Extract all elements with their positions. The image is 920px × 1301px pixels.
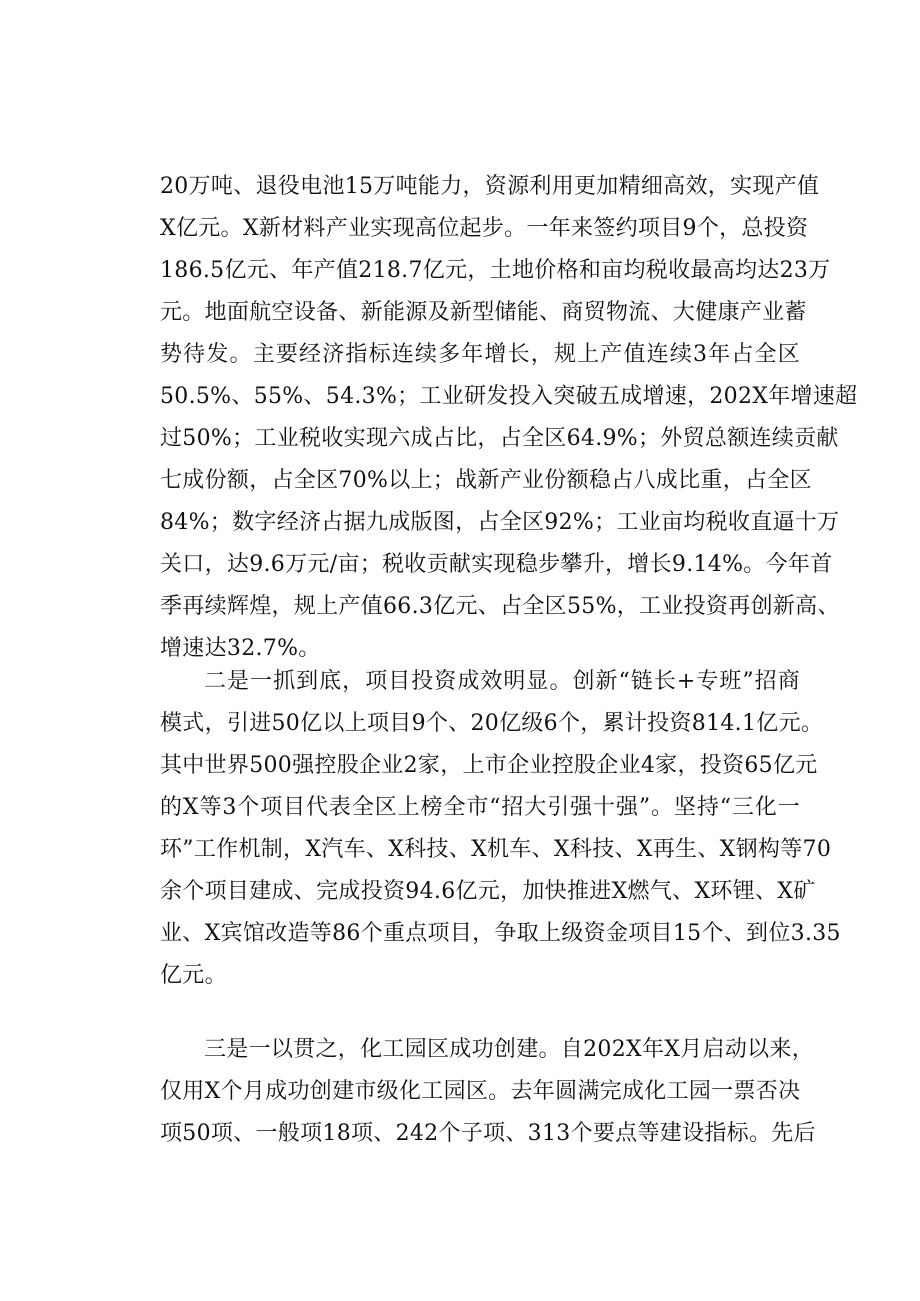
text-line: 20万吨、退役电池15万吨能力，资源利用更加精细高效，实现产值 — [160, 174, 820, 199]
paragraph-industry-output — [160, 166, 858, 670]
text-line: 势待发。主要经济指标连续多年增长，规上产值连续3年占全区 — [160, 342, 800, 367]
text-line: 二是一抓到底，项目投资成效明显。创新“链长+专班”招商 — [204, 669, 800, 694]
text-line: 186.5亿元、年产值218.7亿元，土地价格和亩均税收最高均达23万 — [160, 258, 831, 283]
text-line: 三是一以贯之，化工园区成功创建。自202X年X月启动以来， — [204, 1037, 815, 1062]
text-line: 其中世界500强控股企业2家，上市企业控股企业4家，投资65亿元 — [160, 753, 818, 778]
paragraph-project-investment — [160, 661, 841, 997]
text-line: 余个项目建成、完成投资94.6亿元，加快推进X燃气、X环锂、X矿 — [160, 879, 816, 904]
text-line: 关口，达9.6万元/亩；税收贡献实现稳步攀升，增长9.14%。今年首 — [160, 552, 833, 577]
text-line: 七成份额，占全区70%以上；战新产业份额稳占八成比重，占全区 — [160, 468, 812, 493]
text-line: X亿元。X新材料产业实现高位起步。一年来签约项目9个，总投资 — [160, 216, 809, 241]
text-line: 50.5%、55%、54.3%；工业研发投入突破五成增速，202X年增速超 — [160, 384, 858, 409]
text-line: 环”工作机制，X汽车、X科技、X机车、X科技、X再生、X钢构等70 — [160, 837, 832, 862]
text-line: 增速达32.7%。 — [160, 636, 321, 661]
text-line: 亿元。 — [160, 963, 227, 988]
text-line: 季再续辉煌，规上产值66.3亿元、占全区55%，工业投资再创新高、 — [160, 594, 840, 619]
paragraph-chemical-park — [160, 1029, 816, 1155]
text-line: 元。地面航空设备、新能源及新型储能、商贸物流、大健康产业蓄 — [160, 300, 807, 325]
text-line: 84%；数字经济占据九成版图，占全区92%；工业亩均税收直逼十万 — [160, 510, 840, 535]
text-line: 过50%；工业税收实现六成占比，占全区64.9%；外贸总额连续贡献 — [160, 426, 839, 451]
text-line: 仅用X个月成功创建市级化工园区。去年圆满完成化工园一票否决 — [160, 1079, 801, 1104]
text-line: 业、X宾馆改造等86个重点项目，争取上级资金项目15个、到位3.35 — [160, 921, 841, 946]
text-line: 项50项、一般项18项、242个子项、313个要点等建设指标。先后 — [160, 1121, 816, 1146]
text-line: 的X等3个项目代表全区上榜全市“招大引强十强”。坚持“三化一 — [160, 795, 800, 820]
text-line: 模式，引进50亿以上项目9个、20亿级6个，累计投资814.1亿元。 — [160, 711, 824, 736]
